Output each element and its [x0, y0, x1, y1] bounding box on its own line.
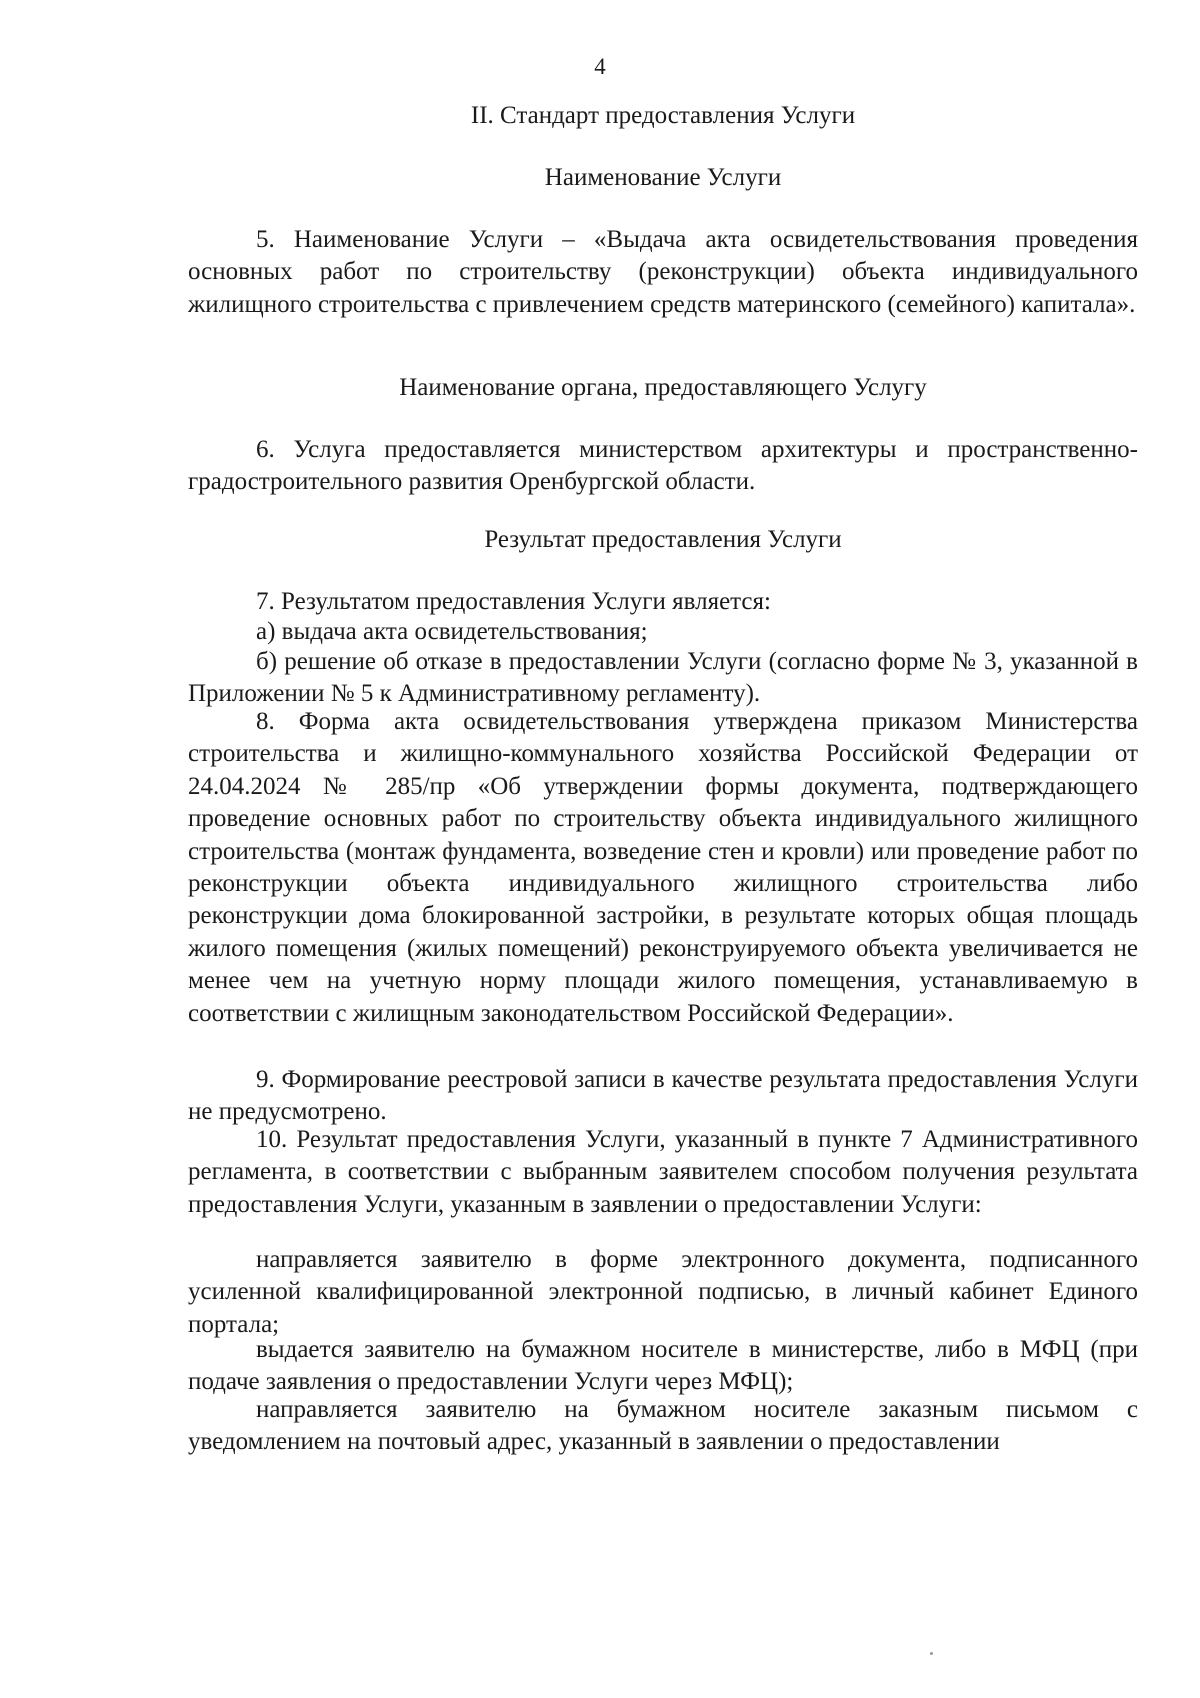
subheading-authority: Наименование органа, предоставляющего Услугу [399, 374, 927, 401]
section-title: II. Стандарт предоставления Услуги [470, 102, 856, 129]
scan-speck [930, 1652, 933, 1655]
paragraph-5: 5. Наименование Услуги – «Выдача акта освидетельствования проведения основных работ по строительству (реконструкции) объекта индивидуального жилищного строительства с привлечением средств материнского (семейного) капитала». [188, 226, 1138, 318]
paragraph-6: 6. Услуга предоставляется министерством архитектуры и пространственно-градостроительного развития Оренбургской области. [188, 436, 1138, 496]
paragraph-7a: а) выдача акта освидетельствования; [256, 618, 648, 645]
paragraph-10: 10. Результат предоставления Услуги, указанный в пункте 7 Административного регламента, в соответствии с выбранным заявителем способом получения результата предоставления Услуги, указанным в заявлении о предоставлении Услуги: [188, 1126, 1138, 1218]
paragraph-9: 9. Формирование реестровой записи в качестве результата предоставления Услуги не предусмотрено. [188, 1066, 1138, 1126]
subheading-name: Наименование Услуги [544, 164, 782, 191]
paragraph-7: 7. Результатом предоставления Услуги является: [256, 588, 771, 615]
paragraph-10-item-electronic: направляется заявителю в форме электронного документа, подписанного усиленной квалифицированной электронной подписью, в личный кабинет Единого портала; [188, 1246, 1138, 1338]
paragraph-10-item-paper: выдается заявителю на бумажном носителе в министерстве, либо в МФЦ (при подаче заявления о предоставлении Услуги через МФЦ); [188, 1336, 1138, 1396]
paragraph-10-item-mail: направляется заявителю на бумажном носителе заказным письмом с уведомлением на почтовый адрес, указанный в заявлении о предоставлении [188, 1396, 1138, 1456]
page-number: 4 [594, 54, 606, 79]
paragraph-7b: б) решение об отказе в предоставлении Услуги (согласно форме № 3, указанной в Приложении № 5 к Административному регламенту). [188, 648, 1138, 708]
paragraph-8: 8. Форма акта освидетельствования утверждена приказом Министерства строительства и жилищно-коммунального хозяйства Российской Федерации от 24.04.2024 № 285/пр «Об утверждении формы документа, подтверждающего проведение основных работ по строительству объекта индивидуального жилищного строительства (монтаж фундамента, возведение стен и кровли) или проведение работ по реконструкции объекта индивидуального жилищного строительства либо реконструкции дома блокированной застройки, в результате которых общая площадь жилого помещения (жилых помещений) реконструируемого объекта увеличивается не менее чем на учетную норму площади жилого помещения, устанавливаемую в соответствии с жилищным законодательством Российской Федерации». [188, 708, 1138, 1027]
subheading-result: Результат предоставления Услуги [484, 526, 842, 553]
